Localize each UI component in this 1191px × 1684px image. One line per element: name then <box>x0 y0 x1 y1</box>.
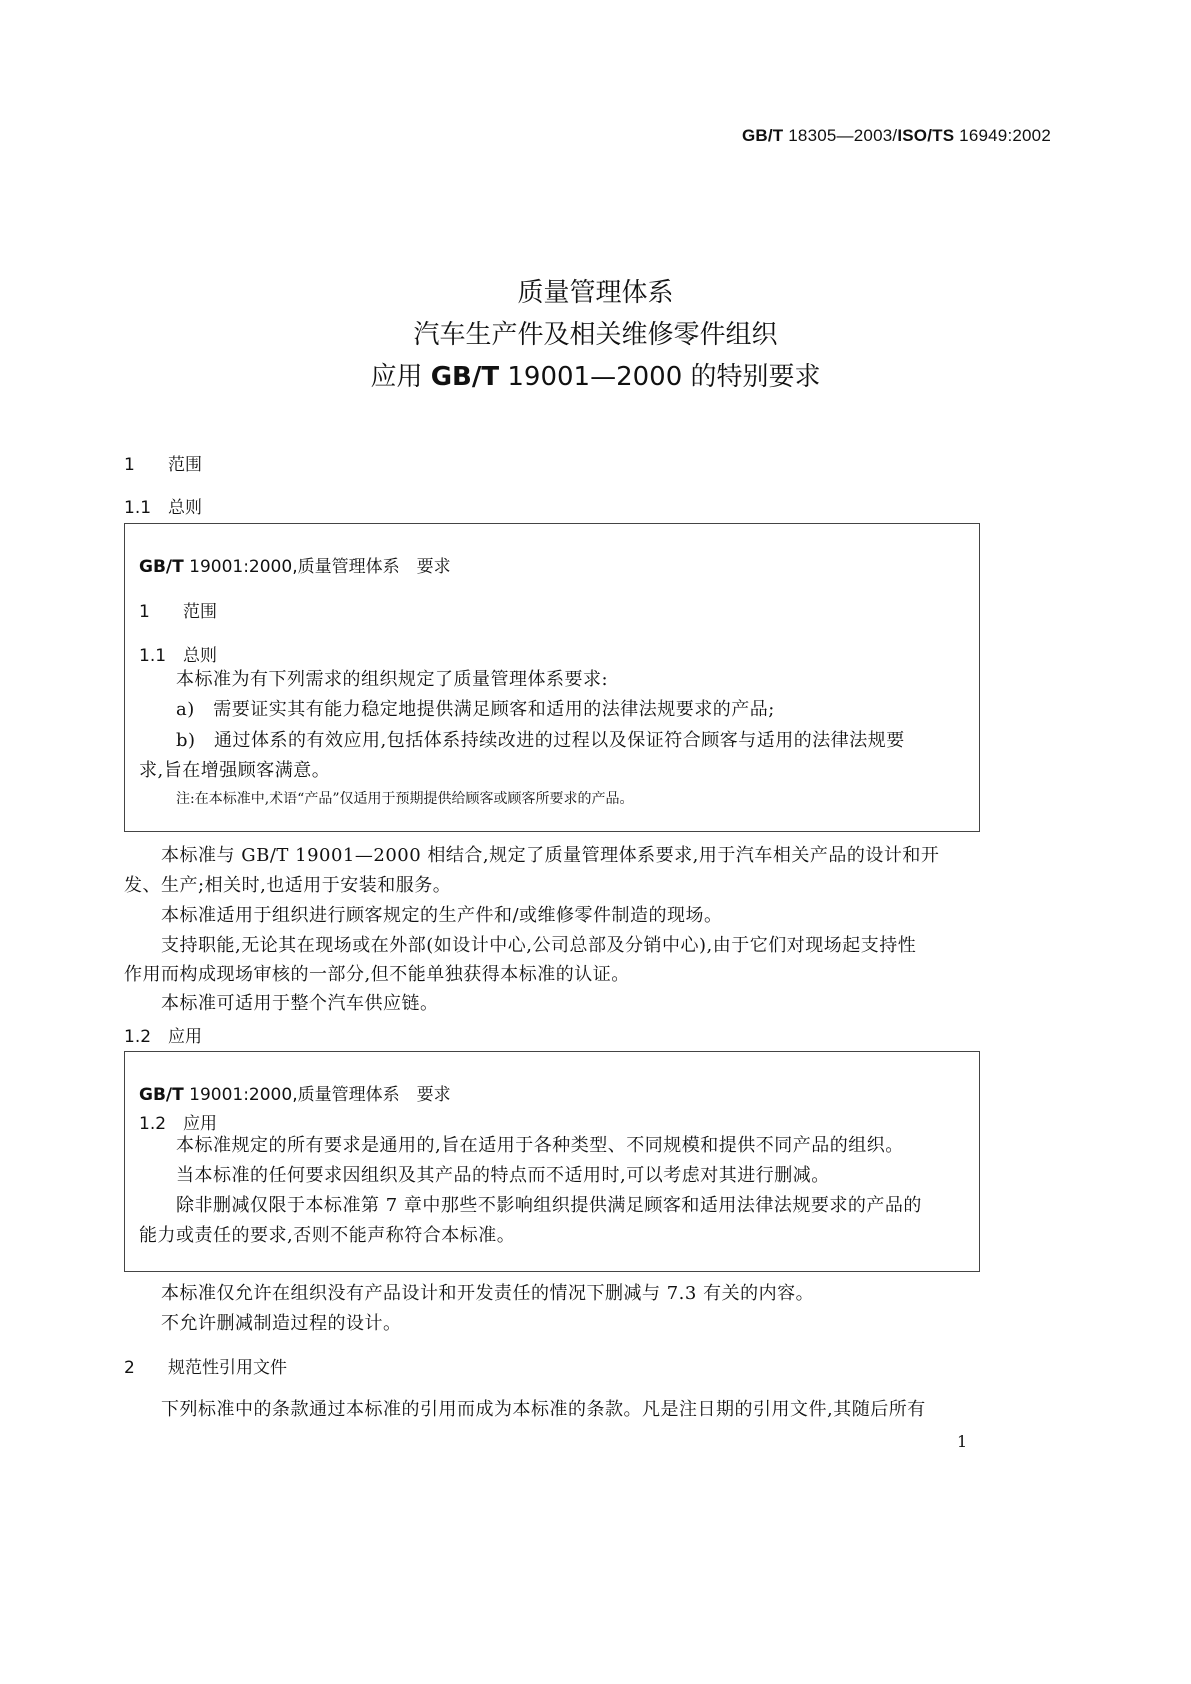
section-number: 1 <box>139 602 150 622</box>
title-line-3-std: GB/T <box>430 362 500 392</box>
std-id-part2: 18305—2003/ <box>783 126 898 145</box>
body2-p1: 本标准仅允许在组织没有产品设计和开发责任的情况下删减与 7.3 有关的内容。 <box>161 1283 815 1304</box>
body1-p4: 本标准可适用于整个汽车供应链。 <box>161 993 439 1014</box>
title-line-3 <box>0 356 1191 398</box>
std-id-part1: GB/T <box>741 126 784 145</box>
section-title: 应用 <box>168 1027 202 1047</box>
section-title: 范围 <box>168 455 202 475</box>
body1-p3-line2: 作用而构成现场审核的一部分,但不能单独获得本标准的认证。 <box>124 964 630 985</box>
body1-p3-line1: 支持职能,无论其在现场或在外部(如设计中心,公司总部及分销中心),由于它们对现场起支持性 <box>161 935 917 956</box>
section-number: 1 <box>124 455 135 475</box>
box2-p2: 当本标准的任何要求因组织及其产品的特点而不适用时,可以考虑对其进行删减。 <box>176 1165 830 1186</box>
section-number: 1.2 <box>124 1027 152 1047</box>
std-id-part4: 16949:2002 <box>954 126 1051 145</box>
body1-p2: 本标准适用于组织进行顾客规定的生产件和/或维修零件制造的现场。 <box>161 905 723 926</box>
section-title: 总则 <box>168 498 202 518</box>
box1-note: 注:在本标准中,术语“产品”仅适用于预期提供给顾客或顾客所要求的产品。 <box>176 791 634 807</box>
body3-p1: 下列标准中的条款通过本标准的引用而成为本标准的条款。凡是注日期的引用文件,其随后所有 <box>161 1399 926 1420</box>
box1-item-b-line1: b) 通过体系的有效应用,包括体系持续改进的过程以及保证符合顾客与适用的法律法规要 <box>176 730 905 751</box>
std-id-part3: ISO/TS <box>897 126 955 145</box>
section-title: 规范性引用文件 <box>168 1358 287 1378</box>
section-1-1-heading <box>124 493 202 518</box>
box2-p3-line2: 能力或责任的要求,否则不能声称符合本标准。 <box>139 1225 516 1246</box>
box1-heading <box>139 552 451 577</box>
box2-p3-line1: 除非删减仅限于本标准第 7 章中那些不影响组织提供满足顾客和适用法律法规要求的产品的 <box>176 1195 922 1216</box>
box2-heading <box>139 1080 451 1105</box>
box2-heading-std: GB/T <box>139 1085 184 1105</box>
section-title: 范围 <box>183 602 217 622</box>
section-number: 2 <box>124 1358 135 1378</box>
box1-intro: 本标准为有下列需求的组织规定了质量管理体系要求: <box>176 669 609 690</box>
box1-item-a: a) 需要证实其有能力稳定地提供满足顾客和适用的法律法规要求的产品; <box>176 699 775 720</box>
section-2-heading <box>124 1353 287 1378</box>
section-title: 总则 <box>183 646 217 666</box>
title-line-1: 质量管理体系 <box>517 278 674 308</box>
section-1-heading <box>124 450 202 475</box>
title-line-3-prefix: 应用 <box>370 362 431 392</box>
document-standard-id <box>742 126 1051 146</box>
body2-p2: 不允许删减制造过程的设计。 <box>161 1313 402 1334</box>
box1-section-1 <box>139 597 217 622</box>
box1-section-1-1 <box>139 641 217 666</box>
section-number: 1.2 <box>139 1114 167 1134</box>
box1-item-b-line2: 求,旨在增强顾客满意。 <box>139 760 331 781</box>
section-number: 1.1 <box>124 498 152 518</box>
title-line-3-suffix: 19001—2000 的特别要求 <box>499 362 821 392</box>
box2-p1: 本标准规定的所有要求是通用的,旨在适用于各种类型、不同规模和提供不同产品的组织。 <box>176 1135 904 1156</box>
section-1-2-heading <box>124 1022 202 1047</box>
box1-heading-std: GB/T <box>139 557 184 577</box>
section-number: 1.1 <box>139 646 167 666</box>
box1-heading-rest: 19001:2000,质量管理体系 要求 <box>183 557 451 577</box>
body1-p1-line2: 发、生产;相关时,也适用于安装和服务。 <box>124 875 452 896</box>
document-title <box>0 272 1191 398</box>
section-title: 应用 <box>183 1114 217 1134</box>
body1-p1-line1: 本标准与 GB/T 19001—2000 相结合,规定了质量管理体系要求,用于汽车相关产品的设计和开 <box>161 845 940 866</box>
title-line-2: 汽车生产件及相关维修零件组织 <box>413 320 778 350</box>
page-number: 1 <box>957 1432 968 1451</box>
box2-heading-rest: 19001:2000,质量管理体系 要求 <box>183 1085 451 1105</box>
